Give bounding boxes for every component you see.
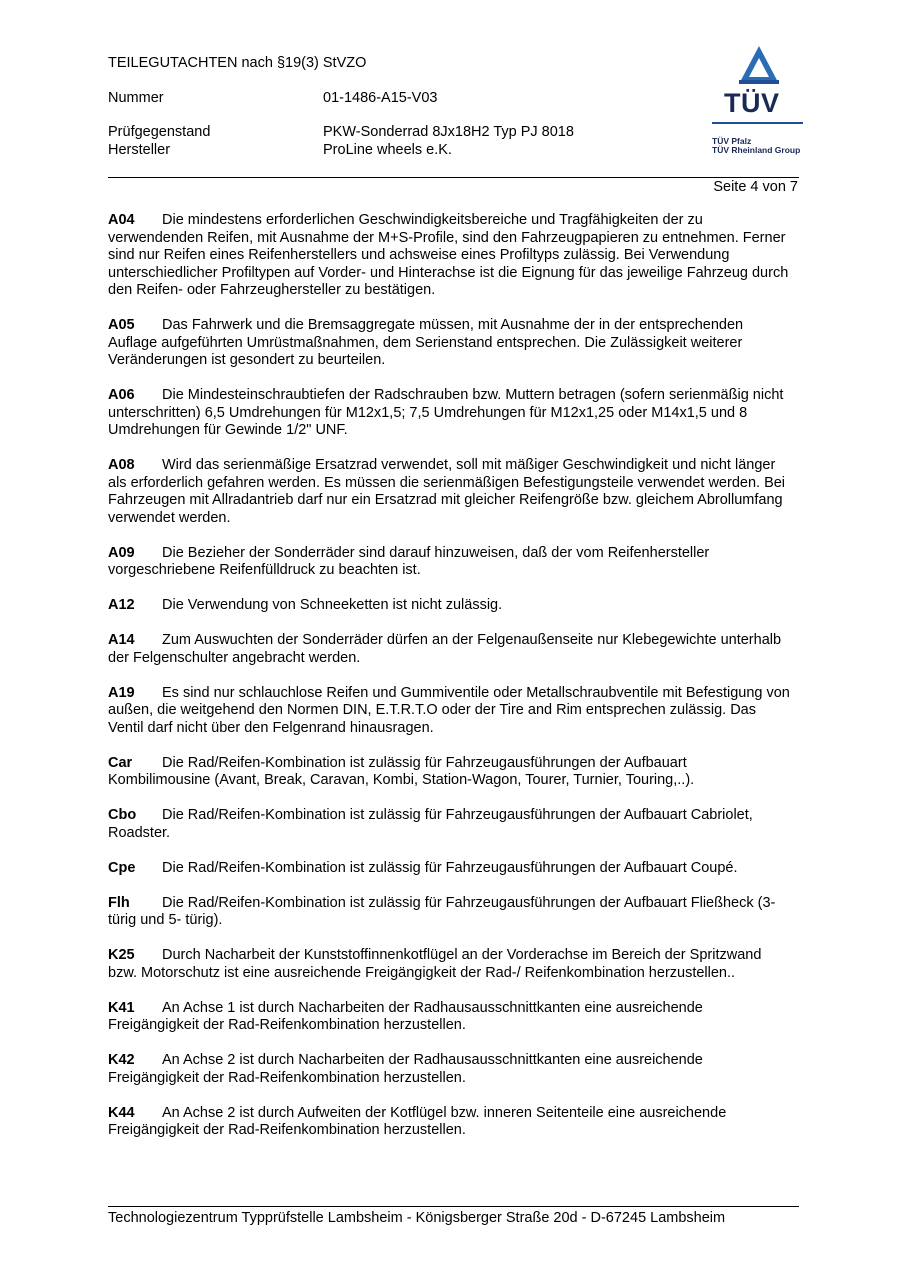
header-divider xyxy=(108,177,799,178)
condition-text: An Achse 2 ist durch Aufweiten der Kotflügel bzw. inneren Seitenteile eine ausreichende Freigängigkeit der Rad-Reifenkombination herzustellen. xyxy=(108,1104,727,1138)
condition-code: K41 xyxy=(108,999,135,1016)
condition-code: A05 xyxy=(108,317,135,333)
condition-code: A19 xyxy=(108,684,135,701)
condition-paragraph xyxy=(108,1052,793,1087)
condition-text: Wird das serienmäßige Ersatzrad verwendet, soll mit mäßiger Geschwindigkeit und nicht länger als erforderlich gefahren werden. Es müssen die serienmäßigen Befestigungsteile verwendet werden. Bei Fahrzeugen mit Allradantrieb darf nur ein Ersatzrad mit gleicher Reifengröße bzw. gleichem Abrollumfang verwendet werden. xyxy=(108,457,786,526)
condition-text: Die Rad/Reifen-Kombination ist zulässig für Fahrzeugausführungen der Aufbauart Coupé. xyxy=(162,859,738,876)
condition-paragraph xyxy=(108,895,793,930)
condition-text: Das Fahrwerk und die Bremsaggregate müssen, mit Ausnahme der in der entsprechenden Auflage aufgeführten Umrüstmaßnahmen, dem Serienstand entsprechen. Die Zulässigkeit weiterer Veränderungen ist gesondert zu beurteilen. xyxy=(108,317,744,368)
subject-value: PKW-Sonderrad 8Jx18H2 Typ PJ 8018 xyxy=(323,124,574,140)
triangle-logo-icon xyxy=(737,44,781,88)
condition-code: A04 xyxy=(108,212,135,228)
condition-text: Die Rad/Reifen-Kombination ist zulässig für Fahrzeugausführungen der Aufbauart Fließheck (3- türig und 5- türig). xyxy=(108,894,776,928)
condition-paragraph xyxy=(108,1000,793,1035)
condition-paragraph xyxy=(108,212,793,300)
condition-code: K42 xyxy=(108,1052,135,1068)
condition-code: A14 xyxy=(108,632,135,648)
page-number: Seite 4 von 7 xyxy=(713,179,798,195)
number-value: 01-1486-A15-V03 xyxy=(323,90,438,106)
condition-paragraph xyxy=(108,685,793,738)
condition-paragraph xyxy=(108,387,793,440)
manufacturer-label: Hersteller xyxy=(108,142,171,158)
condition-code: Flh xyxy=(108,894,130,911)
tuv-logo xyxy=(706,42,806,158)
condition-code: Car xyxy=(108,754,133,771)
condition-text: Die Verwendung von Schneeketten ist nicht zulässig. xyxy=(162,597,503,613)
condition-paragraph xyxy=(108,632,793,667)
condition-paragraph xyxy=(108,317,793,370)
subject-label: Prüfgegenstand xyxy=(108,124,211,140)
condition-text: Die Bezieher der Sonderräder sind darauf hinzuweisen, daß der vom Reifenhersteller vorgeschriebene Reifenfülldruck zu beachten ist. xyxy=(108,544,710,578)
condition-paragraph xyxy=(108,755,793,790)
condition-text: Die mindestens erforderlichen Geschwindigkeitsbereiche und Tragfähigkeiten der zu verwendenden Reifen, mit Ausnahme der M+S-Profile, sind den Fahrzeugpapieren zu entnehmen. Ferner sind nur Reifen eines Reifenherstellers und achsweise eines Profiltyps zulässig. Bei Verwendung unterschiedlicher Profiltypen auf Vorder- und Hinterachse ist die Eignung für das jeweilige Fahrzeug durch den Reifen- oder Fahrzeughersteller zu bestätigen. xyxy=(108,212,789,298)
condition-code: A06 xyxy=(108,387,135,403)
condition-text: An Achse 1 ist durch Nacharbeiten der Radhausausschnittkanten eine ausreichende Freigängigkeit der Rad-Reifenkombination herzustellen. xyxy=(108,999,703,1033)
conditions-list xyxy=(108,212,793,1157)
logo-divider xyxy=(712,122,803,124)
condition-paragraph xyxy=(108,807,793,842)
manufacturer-value: ProLine wheels e.K. xyxy=(323,142,452,158)
condition-paragraph xyxy=(108,860,793,878)
condition-text: Es sind nur schlauchlose Reifen und Gummiventile oder Metallschraubventile mit Befestigung von außen, die weitgehend den Normen DIN, E.T.R.T.O oder der Tire and Rim entsprechen zulässig. Das Ventil darf nicht über den Felgenrand hinausragen. xyxy=(108,684,790,736)
condition-code: A08 xyxy=(108,457,135,473)
condition-code: A12 xyxy=(108,597,135,613)
document-title: TEILEGUTACHTEN nach §19(3) StVZO xyxy=(108,55,367,71)
condition-text: Zum Auswuchten der Sonderräder dürfen an der Felgenaußenseite nur Klebegewichte unterhalb der Felgenschulter angebracht werden. xyxy=(108,632,782,666)
condition-code: Cpe xyxy=(108,859,136,876)
number-label: Nummer xyxy=(108,90,164,106)
condition-code: Cbo xyxy=(108,807,137,823)
logo-subtitle-1: TÜV Pfalz xyxy=(712,136,752,146)
condition-code: K44 xyxy=(108,1104,135,1121)
condition-code: A09 xyxy=(108,544,135,561)
condition-paragraph xyxy=(108,1105,793,1140)
condition-text: Die Mindesteinschraubtiefen der Radschrauben bzw. Muttern betragen (sofern serienmäßig nicht unterschritten) 6,5 Umdrehungen für M12x1,5; 7,5 Umdrehungen für M12x1,25 oder M14x1,5 und 8 Umdrehungen für Gewinde 1/2" UNF. xyxy=(108,387,784,438)
condition-text: An Achse 2 ist durch Nacharbeiten der Radhausausschnittkanten eine ausreichende Freigängigkeit der Rad-Reifenkombination herzustellen. xyxy=(108,1052,703,1086)
condition-paragraph xyxy=(108,457,793,527)
condition-text: Die Rad/Reifen-Kombination ist zulässig für Fahrzeugausführungen der Aufbauart Cabriolet, Roadster. xyxy=(108,807,753,841)
logo-wordmark: TÜV xyxy=(724,88,780,118)
footer-divider xyxy=(108,1206,799,1207)
condition-paragraph xyxy=(108,947,793,982)
footer-address: Technologiezentrum Typprüfstelle Lambsheim - Königsberger Straße 20d - D-67245 Lambsheim xyxy=(108,1210,726,1226)
condition-code: K25 xyxy=(108,947,135,963)
condition-text: Die Rad/Reifen-Kombination ist zulässig für Fahrzeugausführungen der Aufbauart Kombilimousine (Avant, Break, Caravan, Kombi, Station-Wagon, Tourer, Turnier, Touring,..). xyxy=(108,754,695,788)
logo-subtitle-2: TÜV Rheinland Group xyxy=(712,145,801,155)
condition-paragraph xyxy=(108,545,793,580)
condition-text: Durch Nacharbeit der Kunststoffinnenkotflügel an der Vorderachse im Bereich der Spritzwand bzw. Motorschutz ist eine ausreichende Freigängigkeit der Rad-/ Reifenkombination herzustellen.. xyxy=(108,947,762,981)
condition-paragraph xyxy=(108,597,793,615)
